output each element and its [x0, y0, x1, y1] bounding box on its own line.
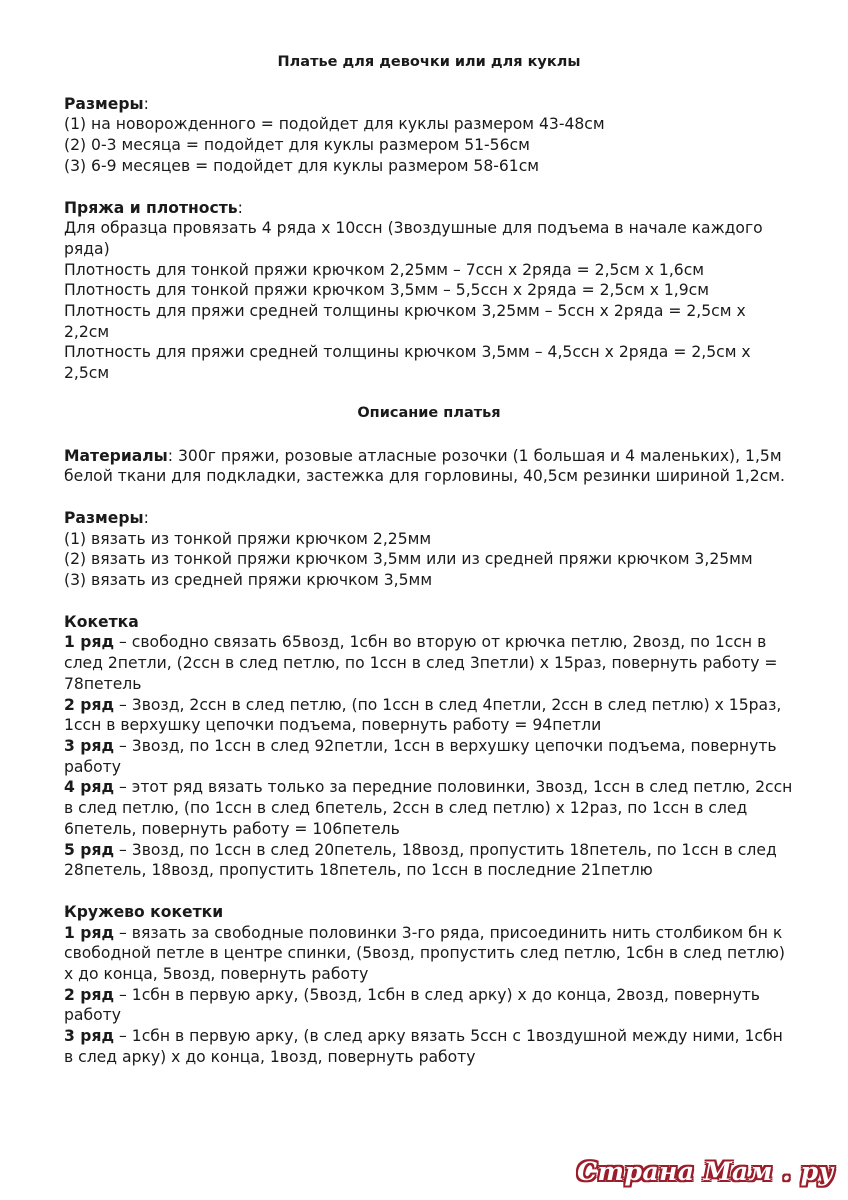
lace-row	[64, 1026, 794, 1067]
sizes-colon: :	[143, 94, 149, 113]
row-label: 3 ряд	[64, 736, 115, 755]
size-hook-line: (3) вязать из средней пряжи крючком 3,5мм	[64, 571, 433, 590]
sizes-hook-colon: :	[143, 508, 149, 527]
size-line: (2) 0-3 месяца = подойдет для куклы размером 51-56см	[64, 136, 530, 155]
yoke-row	[64, 840, 794, 881]
row-label: 2 ряд	[64, 985, 115, 1004]
yarn-line: Плотность для пряжи средней толщины крючком 3,25мм – 5ссн х 2ряда = 2,5см х 2,2см	[64, 302, 746, 341]
lace-heading: Кружево кокетки	[64, 902, 224, 921]
row-text: – 3возд, по 1ссн в след 92петли, 1ссн в верхушку цепочки подъема, повернуть работу	[64, 736, 777, 776]
yarn-line: Для образца провязать 4 ряда х 10ссн (3воздушные для подъема в начале каждого ряда)	[64, 219, 763, 258]
yoke-row	[64, 695, 794, 736]
materials-heading: Материалы	[64, 446, 168, 465]
materials-paragraph	[64, 446, 794, 487]
site-watermark: Страна Мам . ру	[577, 1157, 834, 1186]
row-label: 4 ряд	[64, 778, 115, 797]
yarn-colon: :	[237, 198, 243, 217]
row-label: 3 ряд	[64, 1027, 115, 1046]
materials-text: : 300г пряжи, розовые атласные розочки (1 большая и 4 маленьких), 1,5м белой ткани для подкладки, застежка для горловины, 40,5см резинки шириной 1,2см.	[64, 446, 785, 486]
materials-section	[64, 446, 794, 487]
document-page	[64, 52, 794, 1089]
sizes-section	[64, 94, 794, 177]
yoke-section	[64, 612, 794, 881]
sizes-hook-heading-line	[64, 508, 794, 529]
sizes-heading: Размеры	[64, 94, 144, 113]
row-text: – 1сбн в первую арку, (5возд, 1сбн в след арку) х до конца, 2возд, повернуть работу	[64, 985, 760, 1025]
size-line: (1) на новорожденного = подойдет для куклы размером 43-48см	[64, 115, 605, 134]
yarn-line: Плотность для тонкой пряжи крючком 3,5мм – 5,5ссн х 2ряда = 2,5см х 1,9см	[64, 281, 710, 300]
lace-row	[64, 985, 794, 1026]
document-title: Платье для девочки или для куклы	[277, 54, 581, 70]
row-text: – 3возд, 2ссн в след петлю, (по 1ссн в след 4петли, 2ссн в след петлю) х 15раз, 1ссн в верхушку цепочки подъема, повернуть работу = 94петли	[64, 695, 782, 735]
size-hook-line: (1) вязать из тонкой пряжи крючком 2,25мм	[64, 529, 432, 548]
description-title: Описание платья	[357, 404, 501, 421]
row-label: 5 ряд	[64, 840, 115, 859]
yarn-line: Плотность для пряжи средней толщины крючком 3,5мм – 4,5ссн х 2ряда = 2,5см х 2,5см	[64, 343, 751, 383]
sizes-heading-line	[64, 94, 794, 115]
row-label: 2 ряд	[64, 695, 115, 714]
yarn-line: Плотность для тонкой пряжи крючком 2,25мм – 7ссн х 2ряда = 2,5см х 1,6см	[64, 260, 705, 279]
yoke-row	[64, 736, 794, 777]
row-text: – вязать за свободные половинки 3-го ряда, присоединить нить столбиком бн к свободной петле в центре спинки, (5возд, пропустить след петлю, 1сбн в след петлю) х до конца, 5возд, повернуть работу	[64, 923, 785, 984]
sizes-hook-section	[64, 508, 794, 591]
yarn-heading: Пряжа и плотность	[64, 198, 238, 217]
lace-row	[64, 923, 794, 985]
yoke-row	[64, 777, 794, 839]
size-line: (3) 6-9 месяцев = подойдет для куклы размером 58-61см	[64, 156, 540, 175]
yoke-heading: Кокетка	[64, 612, 139, 631]
yoke-row	[64, 632, 794, 694]
yarn-section	[64, 198, 794, 384]
row-text: – 3возд, по 1ссн в след 20петель, 18возд, пропустить 18петель, по 1ссн в след 28петель, 18возд, пропустить 18петель, по 1ссн в последние 21петлю	[64, 840, 777, 880]
yarn-heading-line	[64, 198, 794, 219]
row-text: – этот ряд вязать только за передние половинки, 3возд, 1ссн в след петлю, 2ссн в след петлю, (по 1ссн в след 6петель, 2ссн в след петлю) х 12раз, по 1ссн в след 6петель, повернуть работу = 106петель	[64, 778, 793, 838]
sizes-hook-heading: Размеры	[64, 508, 144, 527]
lace-section	[64, 902, 794, 1068]
row-label: 1 ряд	[64, 633, 115, 652]
row-text: – 1сбн в первую арку, (в след арку вязать 5ссн с 1воздушной между ними, 1сбн в след арку) х до конца, 1возд, повернуть работу	[64, 1027, 783, 1066]
row-label: 1 ряд	[64, 923, 115, 942]
size-hook-line: (2) вязать из тонкой пряжи крючком 3,5мм или из средней пряжи крючком 3,25мм	[64, 550, 753, 569]
row-text: – свободно связать 65возд, 1сбн во вторую от крючка петлю, 2возд, по 1ссн в след 2петли, (2ссн в след петлю, по 1ссн в след 3петли) х 15раз, повернуть работу = 78петель	[64, 633, 778, 693]
